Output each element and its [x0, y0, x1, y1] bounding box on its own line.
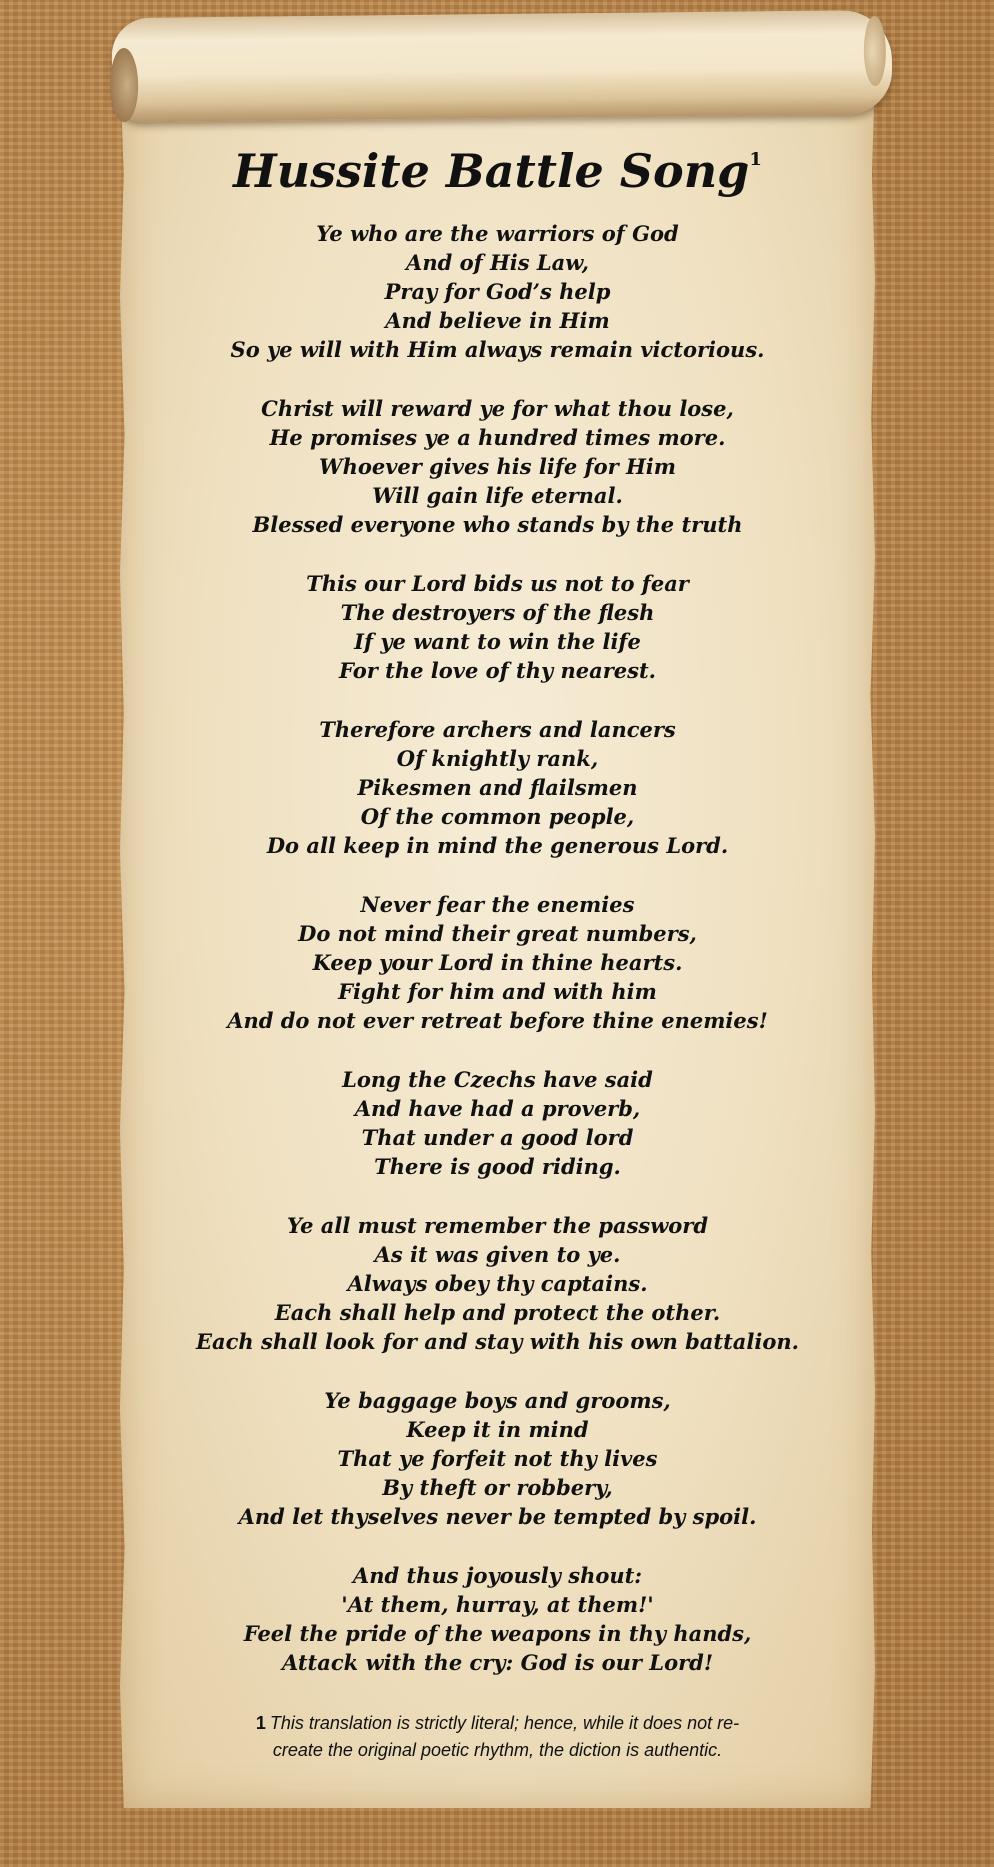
- title-text: Hussite Battle Song: [233, 144, 750, 198]
- poem-line: Feel the pride of the weapons in thy hands,: [243, 1621, 752, 1646]
- page-title: [120, 130, 875, 201]
- poem-line: Do all keep in mind the generous Lord.: [266, 833, 729, 858]
- poem-line: Blessed everyone who stands by the truth: [252, 512, 743, 537]
- footnote: [120, 1710, 875, 1764]
- poem-line: Pikesmen and flailsmen: [357, 775, 638, 800]
- poem-line: Attack with the cry: God is our Lord!: [281, 1650, 714, 1675]
- poem: [120, 219, 875, 1707]
- poem-line: And believe in Him: [385, 308, 610, 333]
- poem-line: That under a good lord: [361, 1125, 634, 1150]
- stanza: [120, 394, 875, 539]
- scroll-top-roll: [111, 10, 892, 122]
- poem-line: Fight for him and with him: [338, 979, 657, 1004]
- footnote-line: [120, 1710, 875, 1737]
- stanza: [120, 219, 875, 364]
- poem-line: That ye forfeit not thy lives: [337, 1446, 658, 1471]
- poem-line: This our Lord bids us not to fear: [306, 571, 689, 596]
- stanza: [120, 715, 875, 860]
- poem-line: And do not ever retreat before thine enemies!: [227, 1008, 768, 1033]
- poem-line: Whoever gives his life for Him: [318, 454, 676, 479]
- stanza: [120, 890, 875, 1035]
- poem-line: Long the Czechs have said: [342, 1067, 653, 1092]
- poem-line: Keep your Lord in thine hearts.: [312, 950, 683, 975]
- footnote-reference: 1: [749, 149, 762, 170]
- poem-line: Christ will reward ye for what thou lose,: [261, 396, 734, 421]
- poem-line: 'At them, hurray, at them!': [341, 1592, 654, 1617]
- poem-line: Of knightly rank,: [396, 746, 599, 771]
- poem-line: Each shall look for and stay with his own battalion.: [196, 1329, 799, 1354]
- stanza: [120, 569, 875, 685]
- poem-line: Keep it in mind: [406, 1417, 589, 1442]
- poem-line: Never fear the enemies: [360, 892, 635, 917]
- poem-line: And of His Law,: [406, 250, 589, 275]
- stanza: [120, 1211, 875, 1356]
- stanza: [120, 1065, 875, 1181]
- poem-line: Will gain life eternal.: [372, 483, 623, 508]
- poem-line: As it was given to ye.: [374, 1242, 621, 1267]
- stanza: [120, 1386, 875, 1531]
- footnote-number: 1: [255, 1713, 266, 1733]
- poem-line: And let thyselves never be tempted by spoil.: [238, 1504, 757, 1529]
- poem-line: Of the common people,: [360, 804, 635, 829]
- poem-line: Ye all must remember the password: [286, 1213, 709, 1238]
- poem-line: Pray for God’s help: [384, 279, 611, 304]
- poem-line: Ye who are the warriors of God: [316, 221, 679, 246]
- poem-line: Therefore archers and lancers: [319, 717, 676, 742]
- poem-line: Do not mind their great numbers,: [298, 921, 697, 946]
- footnote-line: create the original poetic rhythm, the diction is authentic.: [272, 1740, 723, 1760]
- stanza: [120, 1561, 875, 1677]
- footnote-text: This translation is strictly literal; hence, while it does not re-: [269, 1713, 740, 1733]
- poem-line: If ye want to win the life: [354, 629, 641, 654]
- poem-line: He promises ye a hundred times more.: [269, 425, 726, 450]
- poem-line: For the love of thy nearest.: [339, 658, 656, 683]
- poem-line: Always obey thy captains.: [347, 1271, 648, 1296]
- poem-line: And thus joyously shout:: [352, 1563, 643, 1588]
- poem-line: Ye baggage boys and grooms,: [324, 1388, 671, 1413]
- poem-line: The destroyers of the flesh: [340, 600, 655, 625]
- poem-line: And have had a proverb,: [354, 1096, 641, 1121]
- poem-line: By theft or robbery,: [382, 1475, 613, 1500]
- poem-line: Each shall help and protect the other.: [274, 1300, 721, 1325]
- poem-line: There is good riding.: [374, 1154, 621, 1179]
- poem-line: So ye will with Him always remain victorious.: [230, 337, 765, 362]
